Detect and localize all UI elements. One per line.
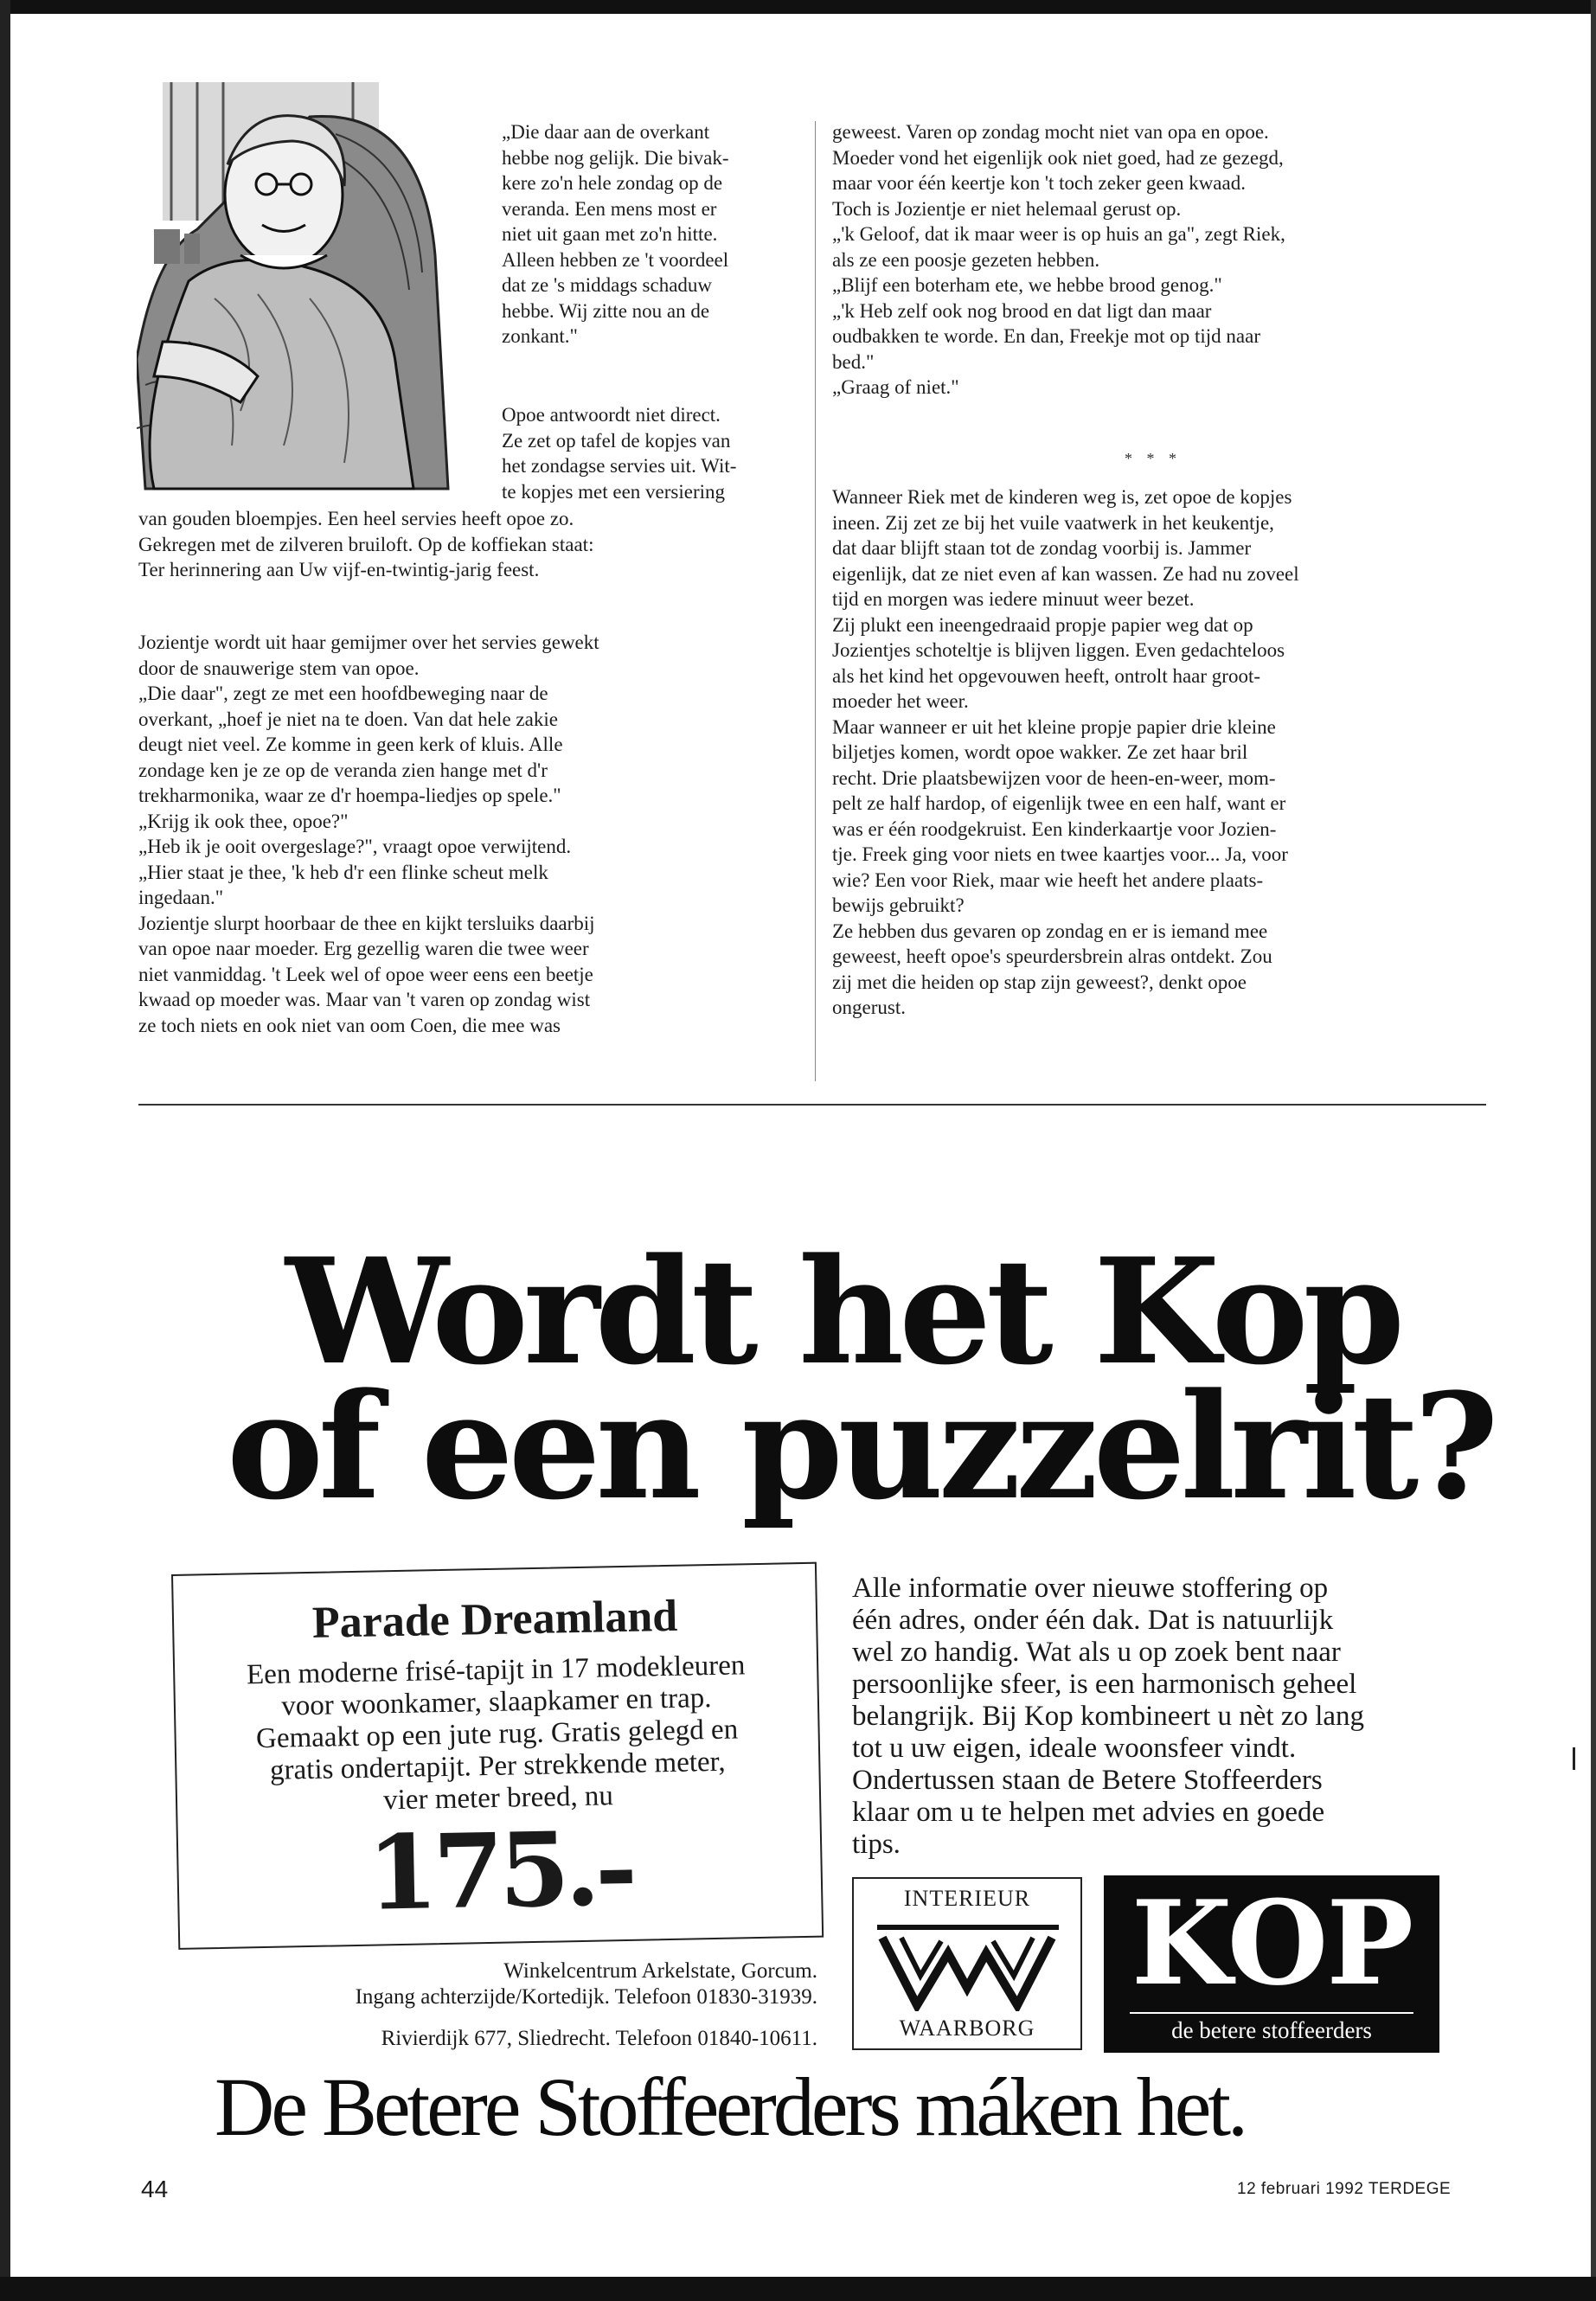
page-number: 44 xyxy=(141,2176,169,2202)
logo-top-text: INTERIEUR xyxy=(903,1886,1031,1911)
story-paragraph-5: geweest. Varen op zondag mocht niet van opa en opoe. Moeder vond het eigenlijk ook niet goed, had ze gezegd, maar voor één keertje kon 't toch zeker geen kwaad. Toch is Jozientje er niet helemaal gerust op. „'k Geloof, dat ik maar weer is op huis an ga", zegt Riek, als ze een poosje gezeten hebben. „Blijf een boterham ete, we hebbe brood genog." „'k Heb zelf ook nog brood en dat ligt dan maar oudbakken te worde. En dan, Freekje mot op tijd naar bed." „Graag of niet." xyxy=(832,121,1285,398)
waarborg-w-icon xyxy=(875,1920,1059,2011)
story-paragraph-1: „Die daar aan de overkant hebbe nog gelijk. Die bivak- kere zo'n hele zondag op de veranda. Een mens most er niet uit gaan met zo'n hitte. Alleen hebben ze 't voordeel dat ze 's middags schaduw hebbe. Wij zitte nou an de zonkant." xyxy=(502,121,729,347)
ad-info-text: Alle informatie over nieuwe stoffering op één adres, onder één dak. Dat is natuurlijk wel zo handig. Wat als u op zoek bent naar persoonlijke sfeer, is een harmonisch geheel belangrijk. Bij Kop kombineert u nèt zo lang tot u uw eigen, ideale woonsfeer vindt. Ondertussen staan de Betere Stoffeerders klaar om u te helpen met advies en goede tips. xyxy=(852,1573,1365,1860)
section-break-stars: * * * xyxy=(1125,450,1182,467)
column-divider xyxy=(815,121,816,1081)
offer-title: Parade Dreamland xyxy=(311,1591,678,1648)
ad-headline-line-2: of een puzzelrit? xyxy=(227,1361,1494,1532)
ad-slogan: De Betere Stoffeerders máken het. xyxy=(215,2061,1245,2153)
section-divider xyxy=(138,1104,1486,1106)
story-paragraph-3: van gouden bloempjes. Een heel servies heeft opoe zo. Gekregen met de zilveren bruiloft. Op de koffiekan staat: Ter herinnering aan Uw vijf-en-twintig-jarig feest. xyxy=(138,508,594,580)
kop-logo-tagline: de betere stoffeerders xyxy=(1130,2012,1413,2047)
store-address-sliedrecht: Rivierdijk 677, Sliedrecht. Telefoon 01840-10611. xyxy=(381,2027,817,2050)
margin-mark xyxy=(1573,1747,1575,1770)
publication-date: 12 februari 1992 TERDEGE xyxy=(1237,2180,1452,2198)
kop-logo-wordmark: KOP xyxy=(1131,1875,1413,2011)
kop-logo xyxy=(1104,1875,1439,2053)
store-address-gorcum: Winkelcentrum Arkelstate, Gorcum. Ingang achterzijde/Kortedijk. Telefoon 01830-31939. xyxy=(355,1959,817,2009)
offer-box xyxy=(171,1562,824,1950)
ad-headline-line-1: Wordt het Kop xyxy=(285,1226,1401,1397)
story-paragraph-6: Wanneer Riek met de kinderen weg is, zet opoe de kopjes ineen. Zij zet ze bij het vuile vaatwerk in het keukentje, dat daar blijft staan tot de zondag voorbij is. Jammer eigenlijk, dat ze niet even af kan wassen. Ze had nu zoveel tijd en morgen was iedere minuut weer bezet. Zij plukt een ineengedraaid propje papier weg dat op Jozientjes schoteltje is blijven liggen. Even gedachteloos als het kind het opgevouwen heeft, ontrolt haar groot- moeder het weer. Maar wanneer er uit het kleine propje papier drie kleine biljetjes komen, wordt opoe wakker. Ze zet haar bril recht. Drie plaatsbewijzen voor de heen-en-weer, mom- pelt ze half hardop, of eigenlijk twee en een half, want er was er één roodgekruist. Een kinderkaartje voor Jozien- tje. Freek ging voor niets en twee kaartjes voor... Ja, voor wie? Een voor Riek, maar wie heeft het andere plaats- bewijs gebruikt? Ze hebben dus gevaren op zondag en er is iemand mee geweest, heeft opoe's speurdersbrein alras ontdekt. Zou zij met die heiden op stap zijn geweest?, denkt opoe ongerust. xyxy=(832,486,1299,1018)
scan-border-bottom xyxy=(0,2277,1596,2301)
interieur-waarborg-logo xyxy=(852,1877,1082,2050)
logo-bottom-text: WAARBORG xyxy=(899,2016,1035,2041)
offer-description: Een moderne frisé-tapijt in 17 modekleuren voor woonkamer, slaapkamer en trap. Gemaakt op een jute rug. Gratis gelegd en gratis ondertapijt. Per strekkende meter, vier meter breed, nu xyxy=(246,1650,746,1817)
offer-price: 175.- xyxy=(366,1807,634,1933)
scan-border-right xyxy=(1591,0,1596,2301)
grandmother-illustration xyxy=(137,82,483,506)
scan-border-left xyxy=(0,0,10,2301)
story-paragraph-2: Opoe antwoordt niet direct. Ze zet op tafel de kopjes van het zondagse servies uit. Wit- te kopjes met een versiering xyxy=(502,404,737,503)
story-paragraph-4: Jozientje wordt uit haar gemijmer over het servies gewekt door de snauwerige stem van opoe. „Die daar", zegt ze met een hoofdbeweging naar de overkant, „hoef je niet na te doen. Van dat hele zakie deugt niet veel. Ze komme in geen kerk of kluis. Alle zondage ken je ze op de veranda zien hange met d'r trekharmonika, waar ze d'r hoempa-liedjes op spele." „Krijg ik ook thee, opoe?" „Heb ik je ooit overgeslage?", vraagt opoe verwijtend. „Hier staat je thee, 'k heb d'r een flinke scheut melk ingedaan." Jozientje slurpt hoorbaar de thee en kijkt tersluiks daarbij van opoe naar moeder. Erg gezellig waren die twee weer niet vanmiddag. 't Leek wel of opoe weer eens een beetje kwaad op moeder was. Maar van 't varen op zondag wist ze toch niets en ook niet van oom Coen, die mee was xyxy=(138,631,599,1036)
scan-border-top xyxy=(0,0,1596,14)
